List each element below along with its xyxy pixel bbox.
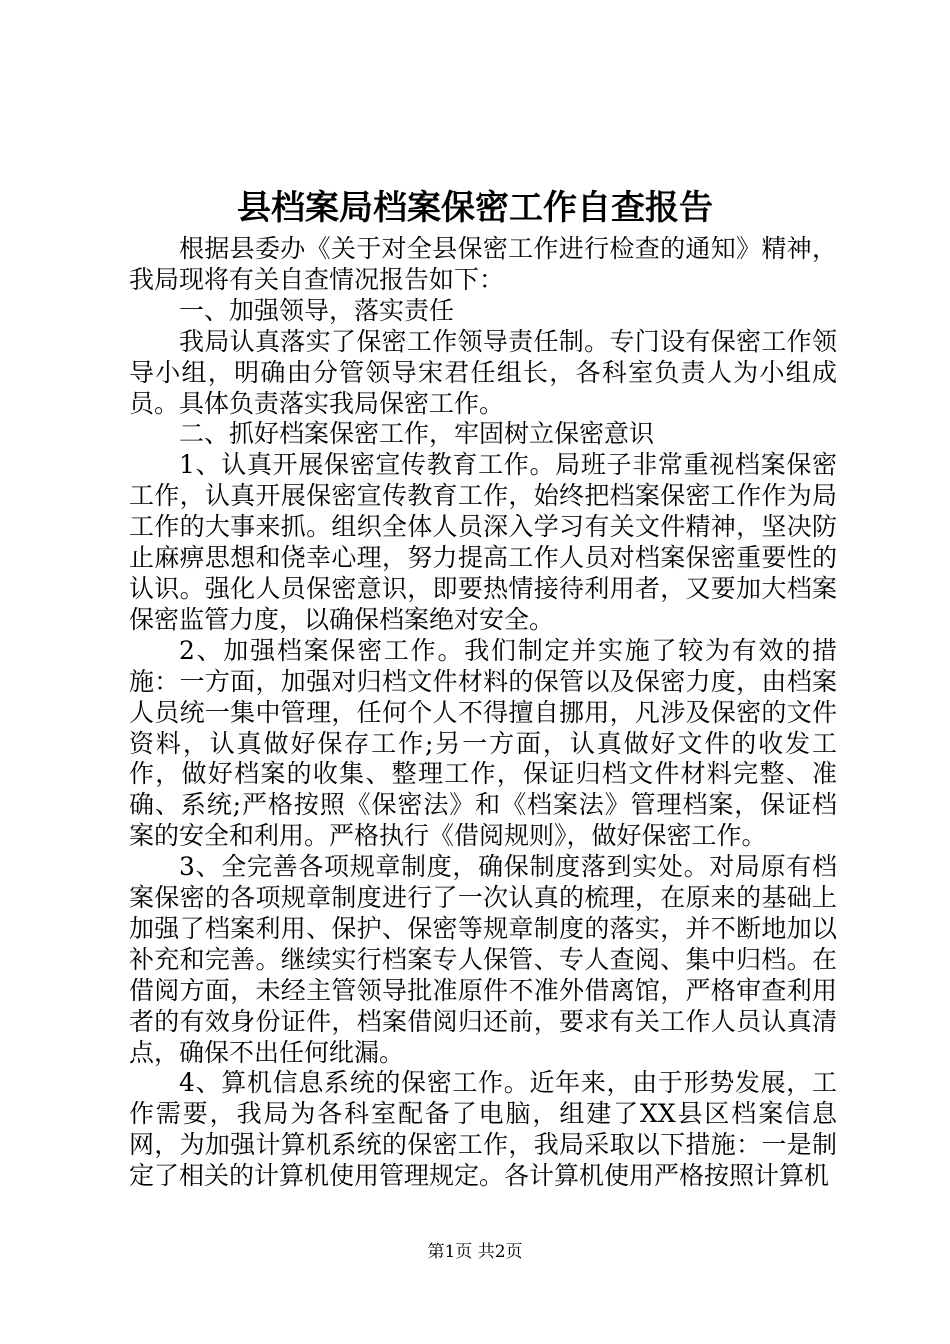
page-footer: 第1页 共2页: [427, 1242, 523, 1262]
section-heading-1: 一、加强领导，落实责任: [179, 295, 455, 325]
body-paragraph: 我局认真落实了保密工作领导责任制。专门设有保密工作领导小组，明确由分管领导宋君任组长，各科室负责人为小组成员。具体负责落实我局保密工作。: [129, 326, 837, 418]
body-paragraph: 1、认真开展保密宣传教育工作。局班子非常重视档案保密工作，认真开展保密宣传教育工作，始终把档案保密工作作为局工作的大事来抓。组织全体人员深入学习有关文件精神，坚决防止麻痹思想和侥幸心理，努力提高工作人员对档案保密重要性的认识。强化人员保密意识，即要热情接待利用者，又要加大档案保密监管力度，以确保档案绝对安全。: [129, 450, 837, 634]
body-paragraph: 2、加强档案保密工作。我们制定并实施了较为有效的措施：一方面，加强对归档文件材料的保管以及保密力度，由档案人员统一集中管理，任何个人不得擅自挪用，凡涉及保密的文件资料，认真做好保存工作;另一方面，认真做好文件的收发工作，做好档案的收集、整理工作，保证归档文件材料完整、准确、系统;严格按照《保密法》和《档案法》管理档案，保证档案的安全和利用。严格执行《借阅规则》，做好保密工作。: [129, 635, 837, 851]
section-heading-2: 二、抓好档案保密工作，牢固树立保密意识: [179, 419, 655, 449]
document-title: 县档案局档案保密工作自查报告: [237, 188, 713, 228]
document-body: [129, 234, 837, 1192]
body-paragraph: 4、算机信息系统的保密工作。近年来，由于形势发展，工作需要，我局为各科室配备了电脑，组建了XX县区档案信息网，为加强计算机系统的保密工作，我局采取以下措施：一是制定了相关的计算机使用管理规定。各计算机使用严格按照计算机: [129, 1068, 837, 1191]
body-paragraph: 3、全完善各项规章制度，确保制度落到实处。对局原有档案保密的各项规章制度进行了一次认真的梳理，在原来的基础上加强了档案利用、保护、保密等规章制度的落实，并不断地加以补充和完善。继续实行档案专人保管、专人查阅、集中归档。在借阅方面，未经主管领导批准原件不准外借离馆，严格审查利用者的有效身份证件，档案借阅归还前，要求有关工作人员认真清点，确保不出任何纰漏。: [129, 852, 837, 1067]
intro-paragraph: 根据县委办《关于对全县保密工作进行检查的通知》精神，我局现将有关自查情况报告如下：: [129, 234, 837, 294]
